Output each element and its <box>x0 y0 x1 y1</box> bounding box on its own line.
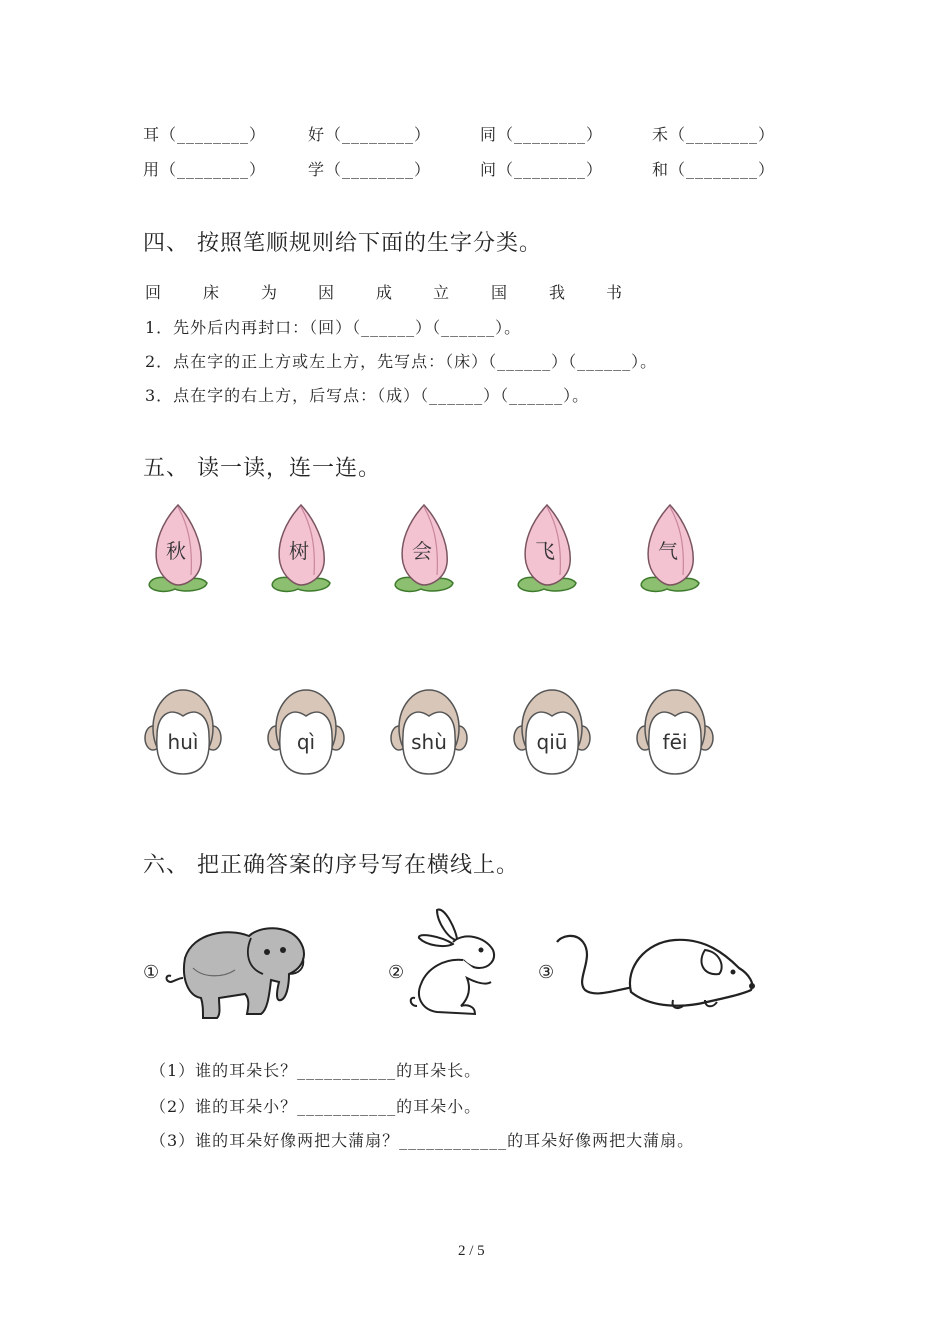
question-1: （1）谁的耳朵长？___________的耳朵长。 <box>150 1061 482 1080</box>
mouse-illustration <box>555 928 759 1026</box>
rule-line-3: 3．点在字的右上方，后写点：（成）（______）（______）。 <box>145 386 590 405</box>
peach-card[interactable] <box>143 503 213 598</box>
rabbit-illustration <box>405 902 501 1030</box>
fill-item: 用（________） <box>143 160 267 179</box>
pinyin-label: qì <box>296 730 316 754</box>
monkey-card[interactable] <box>266 686 346 778</box>
pinyin-label: qiū <box>536 730 568 754</box>
section6-heading: 六、 把正确答案的序号写在横线上。 <box>143 853 519 878</box>
monkey-card[interactable] <box>143 686 223 778</box>
rule-line-1: 1．先外后内再封口：（回）（______）（______）。 <box>145 318 522 337</box>
pinyin-label: huì <box>167 730 199 754</box>
question-2: （2）谁的耳朵小？___________的耳朵小。 <box>150 1097 482 1116</box>
fill-item: 学（________） <box>308 160 432 179</box>
fill-item: 好（________） <box>308 125 432 144</box>
peach-char: 飞 <box>535 539 555 563</box>
question-3: （3）谁的耳朵好像两把大蒲扇？____________的耳朵好像两把大蒲扇。 <box>150 1131 695 1150</box>
peach-char: 树 <box>289 539 309 563</box>
peach-card[interactable] <box>389 503 459 598</box>
rule-line-2: 2．点在字的正上方或左上方，先写点：（床）（______）（______）。 <box>145 352 658 371</box>
char-item: 回 <box>145 283 163 302</box>
char-item: 书 <box>606 283 624 302</box>
char-item: 成 <box>376 283 394 302</box>
fill-item: 同（________） <box>480 125 604 144</box>
char-item: 我 <box>549 283 567 302</box>
char-item: 因 <box>318 283 336 302</box>
char-item: 立 <box>433 283 451 302</box>
peach-char: 秋 <box>166 539 186 563</box>
peach-card[interactable] <box>512 503 582 598</box>
peach-card[interactable] <box>635 503 705 598</box>
fill-item: 问（________） <box>480 160 604 179</box>
peach-char: 会 <box>412 539 432 563</box>
monkey-card[interactable] <box>389 686 469 778</box>
peach-card[interactable] <box>266 503 336 598</box>
monkey-card[interactable] <box>635 686 715 778</box>
marker-1: ① <box>143 962 161 983</box>
monkey-card[interactable] <box>512 686 592 778</box>
page-number: 2 / 5 <box>458 1243 485 1259</box>
char-item: 国 <box>491 283 509 302</box>
char-item: 为 <box>261 283 279 302</box>
section4-heading: 四、 按照笔顺规则给下面的生字分类。 <box>143 231 542 256</box>
marker-3: ③ <box>538 962 556 983</box>
char-item: 床 <box>203 283 221 302</box>
pinyin-label: shù <box>411 730 447 754</box>
fill-item: 禾（________） <box>652 125 776 144</box>
fill-item: 耳（________） <box>143 125 267 144</box>
fill-item: 和（________） <box>652 160 776 179</box>
elephant-illustration <box>163 918 311 1032</box>
section5-heading: 五、 读一读，连一连。 <box>143 456 381 481</box>
pinyin-label: fēi <box>662 730 688 754</box>
peach-char: 气 <box>658 539 678 563</box>
marker-2: ② <box>388 962 406 983</box>
